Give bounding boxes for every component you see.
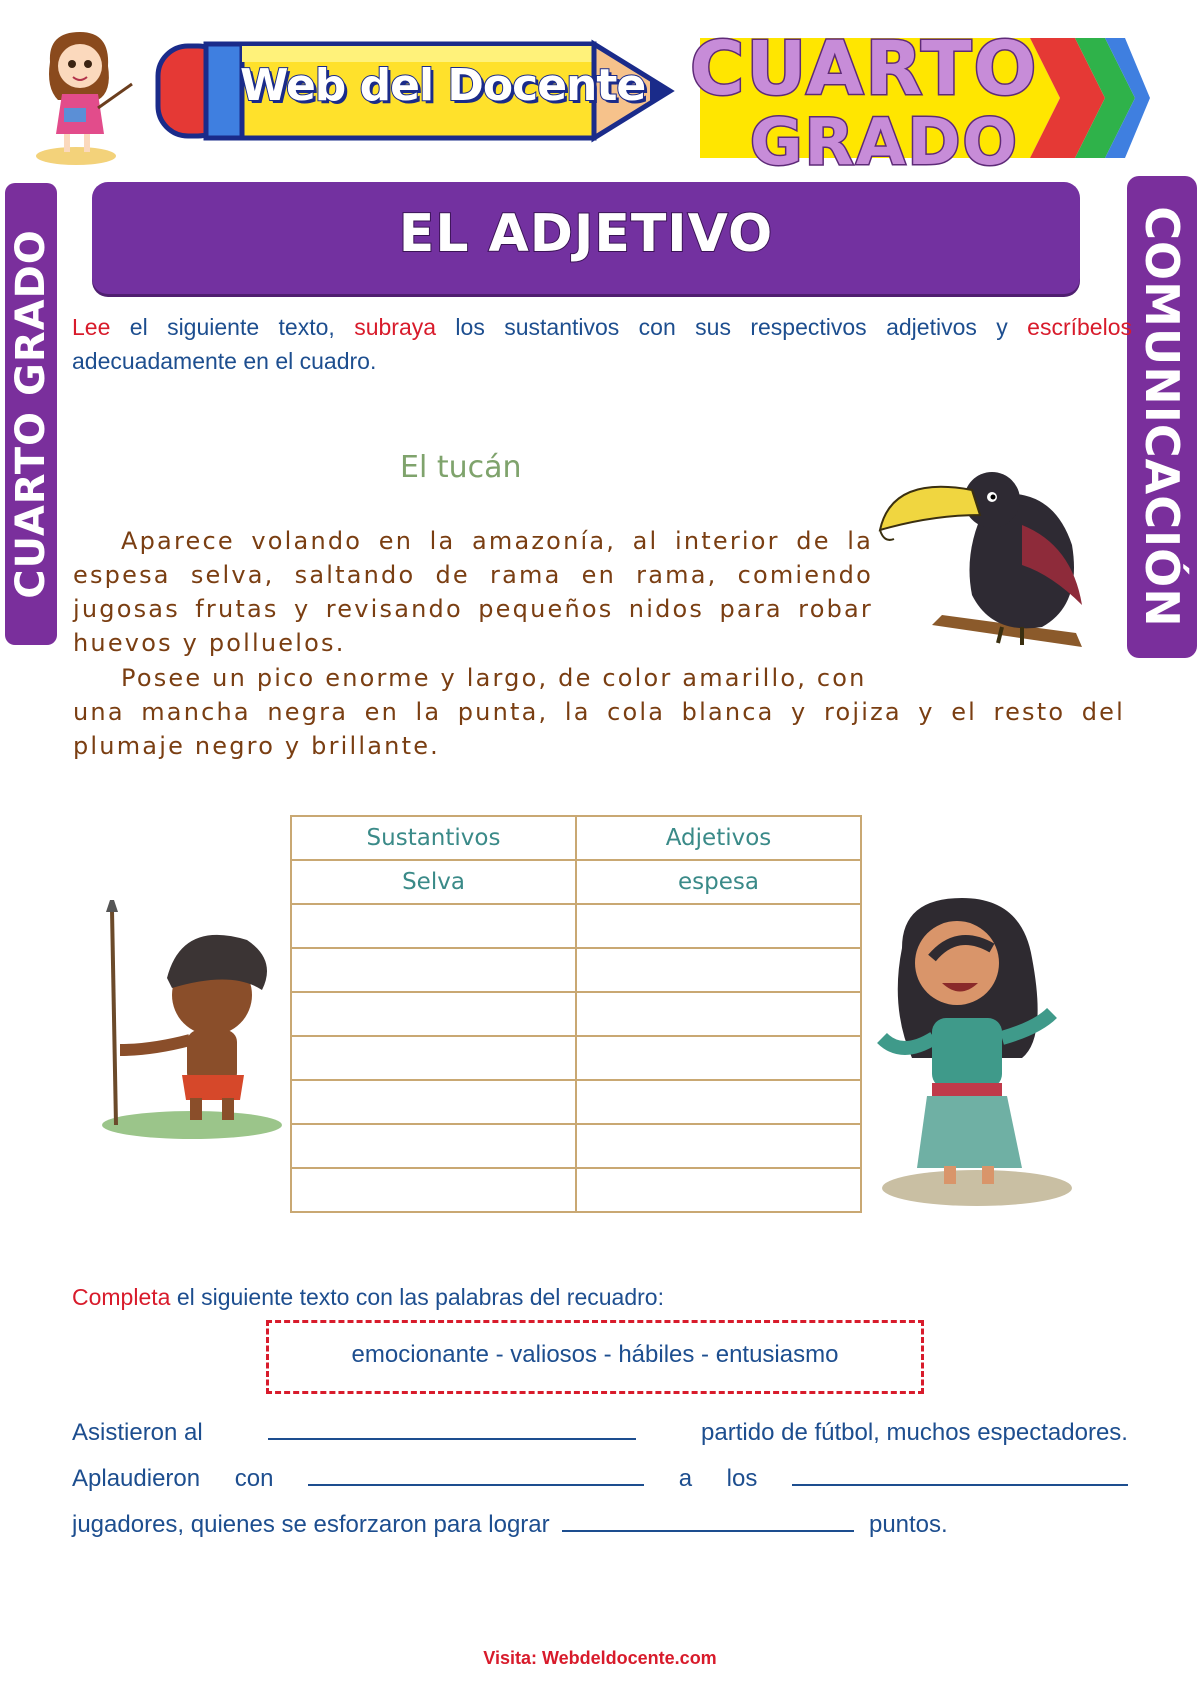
teacher-mascot <box>28 22 138 167</box>
boy-illustration <box>72 900 282 1140</box>
table-cell-adjective[interactable] <box>576 992 861 1036</box>
instruction-keyword-lee: Lee <box>72 314 111 340</box>
side-subject-label: COMUNICACIÓN <box>1135 206 1189 628</box>
table-cell-adjective[interactable] <box>576 1036 861 1080</box>
table-row <box>291 1168 861 1212</box>
table-cell-example-noun: Selva <box>291 860 576 904</box>
table-cell-noun[interactable] <box>291 1124 576 1168</box>
table-header-row <box>291 816 861 860</box>
instruction-text: adecuadamente en el cuadro. <box>72 348 377 374</box>
table-row <box>291 904 861 948</box>
table-cell-example-adjective: espesa <box>576 860 861 904</box>
side-banner-grade <box>5 183 57 645</box>
word-bank-box <box>266 1320 924 1394</box>
table-row <box>291 1036 861 1080</box>
fill-text: los <box>726 1465 758 1492</box>
table-row <box>291 992 861 1036</box>
grade-title-line1: CUARTO <box>690 26 1039 112</box>
table-cell-noun[interactable] <box>291 904 576 948</box>
instruction-text: el siguiente texto con las palabras del recuadro: <box>170 1284 664 1310</box>
instruction-text: los sustantivos con sus respectivos adjetivos y <box>436 314 1028 340</box>
fill-text: Aplaudieron <box>72 1465 201 1492</box>
instruction-read <box>72 310 1132 378</box>
fill-text: con <box>234 1465 274 1492</box>
story-title: El tucán <box>400 450 522 485</box>
table-cell-adjective[interactable] <box>576 904 861 948</box>
answer-blank-1[interactable] <box>268 1414 636 1440</box>
grade-banner <box>680 18 1150 178</box>
table-cell-adjective[interactable] <box>576 1080 861 1124</box>
instruction-keyword-subraya: subraya <box>354 314 437 340</box>
table-cell-noun[interactable] <box>291 1080 576 1124</box>
fill-text: puntos. <box>868 1511 948 1538</box>
fill-text: Asistieron al <box>72 1419 203 1446</box>
story-paragraph-2-rest-text: una mancha negra en la punta, la cola blanca y rojiza y el resto del plumaje negro y brillante. <box>73 698 1125 760</box>
instruction-complete <box>72 1280 1132 1314</box>
brand-pencil-logo <box>150 36 690 146</box>
instruction-keyword-escribelos: escríbelos <box>1027 314 1132 340</box>
word-bank: emocionante - valiosos - hábiles - entusiasmo <box>351 1341 839 1368</box>
fill-text: a <box>678 1465 693 1492</box>
story-paragraph-2-first-line: Posee un pico enorme y largo, de color amarillo, con <box>121 664 867 692</box>
grade-title-line2: GRADO <box>750 106 1019 180</box>
table-row <box>291 948 861 992</box>
fill-line-3 <box>72 1506 948 1539</box>
fill-line-1 <box>72 1414 1128 1447</box>
table-row <box>291 1124 861 1168</box>
table-cell-adjective[interactable] <box>576 948 861 992</box>
page-title: EL ADJETIVO <box>398 204 774 264</box>
side-banner-subject <box>1127 176 1197 658</box>
instruction-keyword-completa: Completa <box>72 1284 171 1310</box>
story-paragraph-2-rest <box>73 695 1125 763</box>
answer-blank-2[interactable] <box>308 1460 644 1486</box>
story-paragraph-2-start <box>73 661 873 695</box>
side-grade-label: CUARTO GRADO <box>8 229 54 599</box>
answer-blank-3[interactable] <box>792 1460 1128 1486</box>
story-paragraph-1-text: Aparece volando en la amazonía, al interior de la espesa selva, saltando de rama en rama, comiendo jugosas frutas y revisando pequeños nidos para robar huevos y polluelos. <box>73 527 873 657</box>
table-cell-noun[interactable] <box>291 948 576 992</box>
brand-name: Web del Docente <box>240 60 646 111</box>
fill-text: jugadores, quienes se esforzaron para lograr <box>72 1511 550 1538</box>
footer-link[interactable]: Visita: Webdeldocente.com <box>483 1648 717 1668</box>
table-cell-adjective[interactable] <box>576 1124 861 1168</box>
instruction-text: el siguiente texto, <box>110 314 355 340</box>
table-cell-noun[interactable] <box>291 992 576 1036</box>
noun-adjective-table <box>290 815 862 1213</box>
story-paragraph-1 <box>73 524 873 660</box>
table-header-adjetivos: Adjetivos <box>576 816 861 860</box>
title-banner <box>92 182 1080 294</box>
toucan-illustration <box>872 455 1108 655</box>
table-cell-noun[interactable] <box>291 1036 576 1080</box>
answer-blank-4[interactable] <box>562 1506 854 1532</box>
fill-text: partido de fútbol, muchos espectadores. <box>701 1419 1128 1446</box>
table-row <box>291 860 861 904</box>
table-cell-noun[interactable] <box>291 1168 576 1212</box>
table-header-sustantivos: Sustantivos <box>291 816 576 860</box>
table-row <box>291 1080 861 1124</box>
girl-illustration <box>872 888 1082 1218</box>
fill-line-2 <box>72 1460 1128 1493</box>
table-cell-adjective[interactable] <box>576 1168 861 1212</box>
